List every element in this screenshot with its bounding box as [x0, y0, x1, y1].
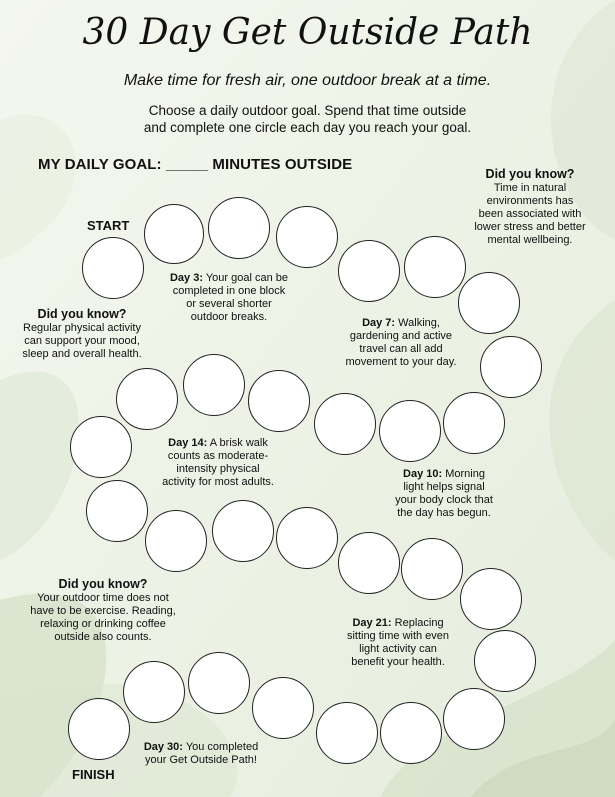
day-circle-17[interactable] — [145, 510, 207, 572]
finish-label: FINISH — [72, 767, 115, 782]
day-circle-21[interactable] — [401, 538, 463, 600]
day-circle-30[interactable] — [68, 698, 130, 760]
day-circle-14[interactable] — [116, 368, 178, 430]
day-circle-10[interactable] — [379, 400, 441, 462]
daily-goal-label: MY DAILY GOAL: _____ MINUTES OUTSIDE — [38, 156, 353, 173]
note-line: Replacing — [394, 617, 444, 629]
day-circle-18[interactable] — [212, 500, 274, 562]
note-line: your body clock that — [395, 494, 493, 506]
page-subtitle: Make time for fresh air, one outdoor break at a time. — [123, 72, 492, 89]
day-circle-15[interactable] — [70, 416, 132, 478]
note-line: travel can all add — [359, 343, 443, 355]
day-circle-22[interactable] — [460, 568, 522, 630]
note-line: been associated with — [478, 208, 582, 220]
day-circle-3[interactable] — [208, 197, 270, 259]
day-circle-27[interactable] — [252, 677, 314, 739]
did-you-know-2 — [8, 307, 156, 361]
note-line: gardening and active — [349, 330, 453, 342]
day-note-30 — [132, 741, 270, 767]
note-line: counts as moderate- — [167, 450, 269, 462]
note-line: outside also counts. — [54, 631, 152, 643]
note-line: sleep and overall health. — [22, 348, 142, 360]
instructions-line-1: Choose a daily outdoor goal. Spend that time outside — [148, 103, 467, 118]
note-line: completed in one block — [172, 285, 286, 297]
note-line: Your outdoor time does not — [37, 592, 169, 604]
day-circle-2[interactable] — [144, 204, 204, 264]
day-note-21 — [334, 617, 462, 669]
day-label: Day 14: — [168, 437, 208, 449]
instructions-line-2: and complete one circle each day you reach your goal. — [143, 120, 472, 135]
note-line: Morning — [445, 468, 485, 480]
note-line: benefit your health. — [351, 656, 445, 668]
day-circle-24[interactable] — [443, 688, 505, 750]
day-note-10 — [380, 468, 508, 520]
note-line: movement to your day. — [345, 356, 457, 368]
note-line: sitting time with even — [346, 630, 450, 642]
note-line: environments has — [486, 195, 574, 207]
day-circle-29[interactable] — [123, 661, 185, 723]
day-note-7 — [336, 317, 466, 369]
note-line: Your goal can be — [205, 272, 289, 284]
note-line: Regular physical activity — [23, 322, 141, 334]
day-note-3 — [166, 272, 292, 324]
did-you-know-heading: Did you know? — [485, 167, 575, 181]
day-circle-19[interactable] — [276, 507, 338, 569]
note-line: Walking, — [398, 317, 440, 329]
day-circle-11[interactable] — [314, 393, 376, 455]
day-circle-1[interactable] — [82, 237, 144, 299]
note-line: or several shorter — [186, 298, 272, 310]
day-circle-28[interactable] — [188, 652, 250, 714]
page-title: 30 Day Get Outside Path — [82, 12, 533, 53]
start-label: START — [87, 218, 130, 233]
note-line: You completed — [185, 741, 259, 753]
day-label: Day 30: — [143, 741, 183, 753]
note-line: have to be exercise. Reading, — [30, 605, 176, 617]
did-you-know-heading: Did you know? — [58, 577, 148, 591]
did-you-know-heading: Did you know? — [37, 307, 127, 321]
day-circle-5[interactable] — [338, 240, 400, 302]
note-line: your Get Outside Path! — [145, 754, 257, 766]
day-circle-26[interactable] — [316, 702, 378, 764]
day-label: Day 10: — [403, 468, 443, 480]
day-label: Day 21: — [352, 617, 392, 629]
day-circle-8[interactable] — [480, 336, 542, 398]
note-line: can support your mood, — [24, 335, 140, 347]
day-note-14 — [154, 437, 282, 489]
note-line: the day has begun. — [397, 507, 491, 519]
note-line: activity for most adults. — [162, 476, 274, 488]
note-line: relaxing or drinking coffee — [40, 618, 166, 630]
note-line: light activity can — [359, 643, 437, 655]
day-circle-12[interactable] — [248, 370, 310, 432]
day-label: Day 3: — [169, 272, 203, 284]
did-you-know-3 — [18, 577, 188, 644]
note-line: light helps signal — [403, 481, 485, 493]
note-line: outdoor breaks. — [190, 311, 268, 323]
note-line: mental wellbeing. — [487, 234, 573, 246]
day-circle-23[interactable] — [474, 630, 536, 692]
day-circle-6[interactable] — [404, 236, 466, 298]
day-circle-20[interactable] — [338, 532, 400, 594]
note-line: A brisk walk — [209, 437, 268, 449]
day-circle-9[interactable] — [443, 392, 505, 454]
note-line: intensity physical — [176, 463, 260, 475]
note-line: Time in natural — [493, 182, 567, 194]
day-circle-13[interactable] — [183, 354, 245, 416]
day-label: Day 7: — [362, 317, 396, 329]
day-circle-25[interactable] — [380, 702, 442, 764]
did-you-know-1 — [460, 167, 600, 247]
day-circle-16[interactable] — [86, 480, 148, 542]
day-circle-4[interactable] — [276, 206, 338, 268]
day-circle-7[interactable] — [458, 272, 520, 334]
note-line: lower stress and better — [474, 221, 586, 233]
instructions — [100, 102, 515, 136]
